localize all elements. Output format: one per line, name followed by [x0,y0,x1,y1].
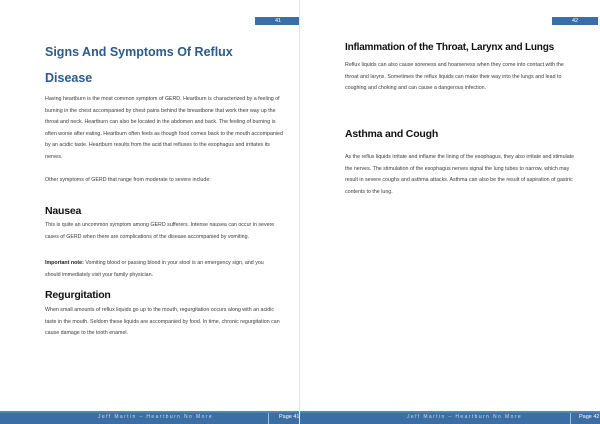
page-number-tab: 41 [255,17,301,25]
asthma-heading: Asthma and Cough [345,128,439,140]
inflammation-heading: Inflammation of the Throat, Larynx and Lungs [345,42,554,53]
inflammation-paragraph: Reflux liquids can also cause soreness and hoarseness when they come into contact with the throat and larynx. Sometimes the reflux liquids can make their way into the lungs and lead to coughing and choking and can cause a dangerous infection. [345,62,564,92]
footer-separator [268,413,269,424]
nausea-heading: Nausea [45,205,82,217]
footer-separator [570,413,571,424]
footer-page-number: Page 41 [279,414,300,420]
important-note-text: Vomiting blood or passing blood in your stool is an emergency sign, and you should immediately visit your family physician. [45,260,264,278]
nausea-paragraph: This is quite an uncommon symptom among GERD sufferers. Intense nausea can occur in severe cases of GERD when there are complications of the disease accompanied by vomiting. [45,222,275,240]
regurgitation-heading: Regurgitation [45,289,111,301]
important-note-label: Important note: [45,260,84,266]
right-page [300,0,600,424]
page-number-tab: 42 [552,17,598,25]
footer-strip [300,411,600,413]
regurgitation-paragraph: When small amounts of reflux liquids go up to the mouth, regurgitation occurs along with an acidic taste in the mouth. Seldom these liquids are accompanied by food. In time, chronic regurgitation can cause damage to the tooth enamel. [45,307,280,337]
other-symptoms-paragraph: Other symptoms of GERD that range from moderate to severe include: [45,177,211,183]
important-note-paragraph [45,258,275,281]
footer-strip [0,411,300,413]
footer-page-number: Page 42 [579,414,600,420]
intro-paragraph: Having heartburn is the most common symptom of GERD. Heartburn is characterized by a feeling of burning in the chest accompanied by chest pains behind the breastbone that work their way up the throat and neck. Heartburn can also be located in the abdomen and back. The feeling of burning is often worse after eating. Heartburn often feels as though food comes back to the mouth accompanied by an acidic taste. Heartburn results from the acid that refluxes to the esophagus and irritates its nerves. [45,96,283,160]
footer-author: Jeff Martin – Heartburn No More [407,414,523,420]
left-footer [0,411,300,424]
footer-author: Jeff Martin – Heartburn No More [98,414,214,420]
page-title: Signs And Symptoms Of Reflux Disease [45,45,233,85]
right-footer [300,411,600,424]
asthma-paragraph: As the reflux liquids irritate and inflame the lining of the esophagus, they also irritate and stimulate the nerves. The stimulation of the esophagus nerves signal the lung tubes to narrow, which may result in severe coughs and asthma attacks. Asthma can also be the result of aspiration of gastric contents to the lung. [345,154,575,195]
